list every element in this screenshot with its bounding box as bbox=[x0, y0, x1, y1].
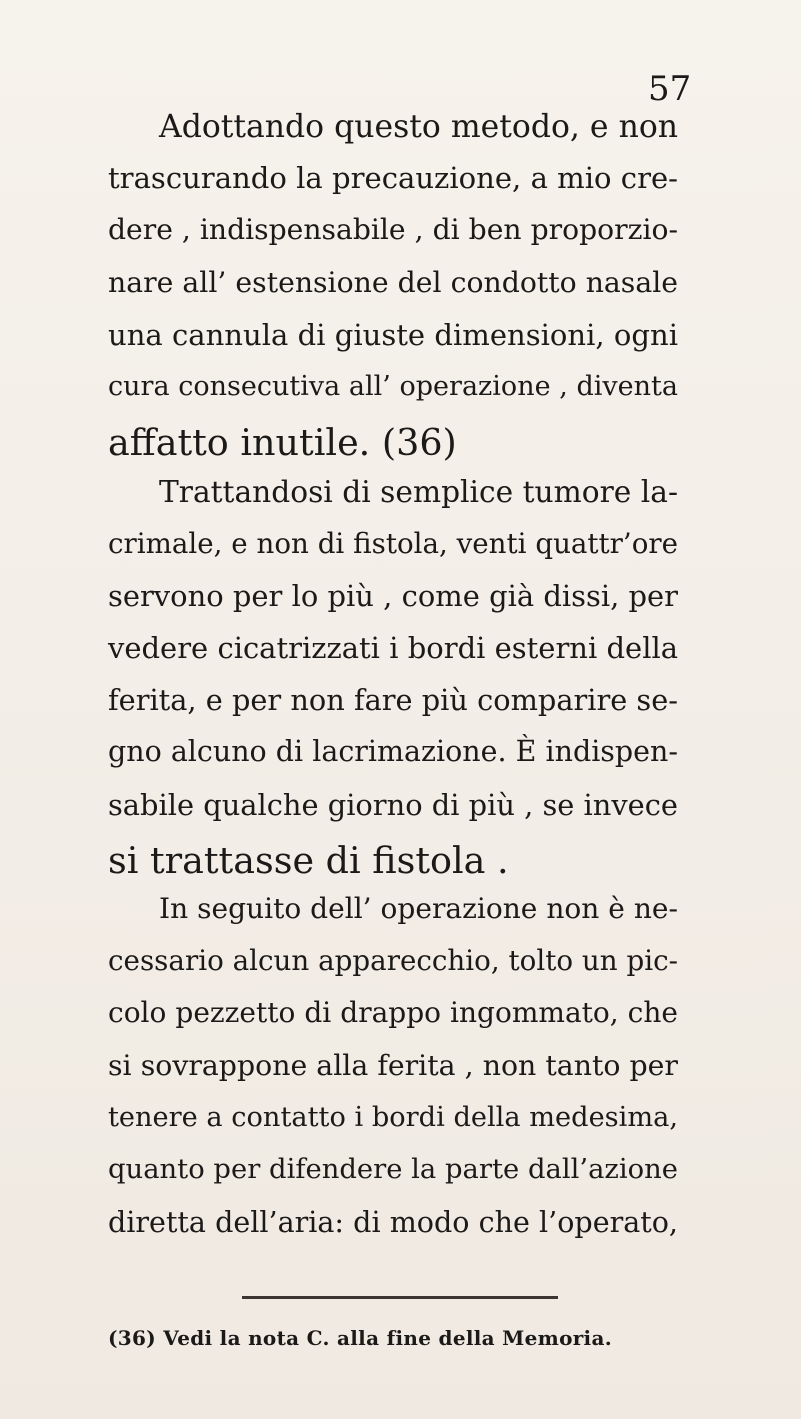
text-line: cessario alcun apparecchio, tolto un pic- bbox=[108, 944, 678, 978]
page-number: 57 bbox=[648, 69, 692, 109]
text-line: Adottando questo metodo, e non bbox=[159, 109, 678, 145]
footnote: (36) Vedi la nota C. alla fine della Memoria. bbox=[108, 1326, 612, 1350]
footnote-divider bbox=[242, 1296, 558, 1299]
text-line: quanto per difendere la parte dall’azione bbox=[108, 1154, 678, 1185]
text-line: In seguito dell’ operazione non è ne- bbox=[159, 892, 678, 925]
text-line: colo pezzetto di drappo ingommato, che bbox=[108, 996, 678, 1030]
text-line: vedere cicatrizzati i bordi esterni della bbox=[108, 631, 678, 665]
text-line: ferita, e per non fare più comparire se- bbox=[108, 683, 678, 718]
text-line: nare all’ estensione del condotto nasale bbox=[108, 265, 678, 299]
text-line: dere , indispensabile , di ben proporzio- bbox=[108, 213, 678, 247]
text-line: crimale, e non di fistola, venti quattr’ore bbox=[108, 526, 678, 560]
text-line: Trattandosi di semplice tumore la- bbox=[159, 474, 678, 510]
text-line: servono per lo più , come già dissi, per bbox=[108, 578, 678, 613]
text-line: una cannula di giuste dimensioni, ogni bbox=[108, 317, 678, 352]
text-line: diretta dell’aria: di modo che l’operato, bbox=[108, 1205, 678, 1240]
text-line: gno alcuno di lacrimazione. È indispen- bbox=[108, 735, 678, 769]
text-line: affatto inutile. (36) bbox=[108, 421, 457, 465]
text-line: sabile qualche giorno di più , se invece bbox=[108, 787, 678, 822]
text-line: cura consecutiva all’ operazione , diventa bbox=[108, 371, 678, 402]
text-line: trascurando la precauzione, a mio cre- bbox=[108, 161, 678, 196]
text-line: si trattasse di fistola . bbox=[108, 838, 509, 882]
text-line: tenere a contatto i bordi della medesima, bbox=[108, 1101, 678, 1133]
text-line: si sovrappone alla ferita , non tanto per bbox=[108, 1048, 678, 1082]
